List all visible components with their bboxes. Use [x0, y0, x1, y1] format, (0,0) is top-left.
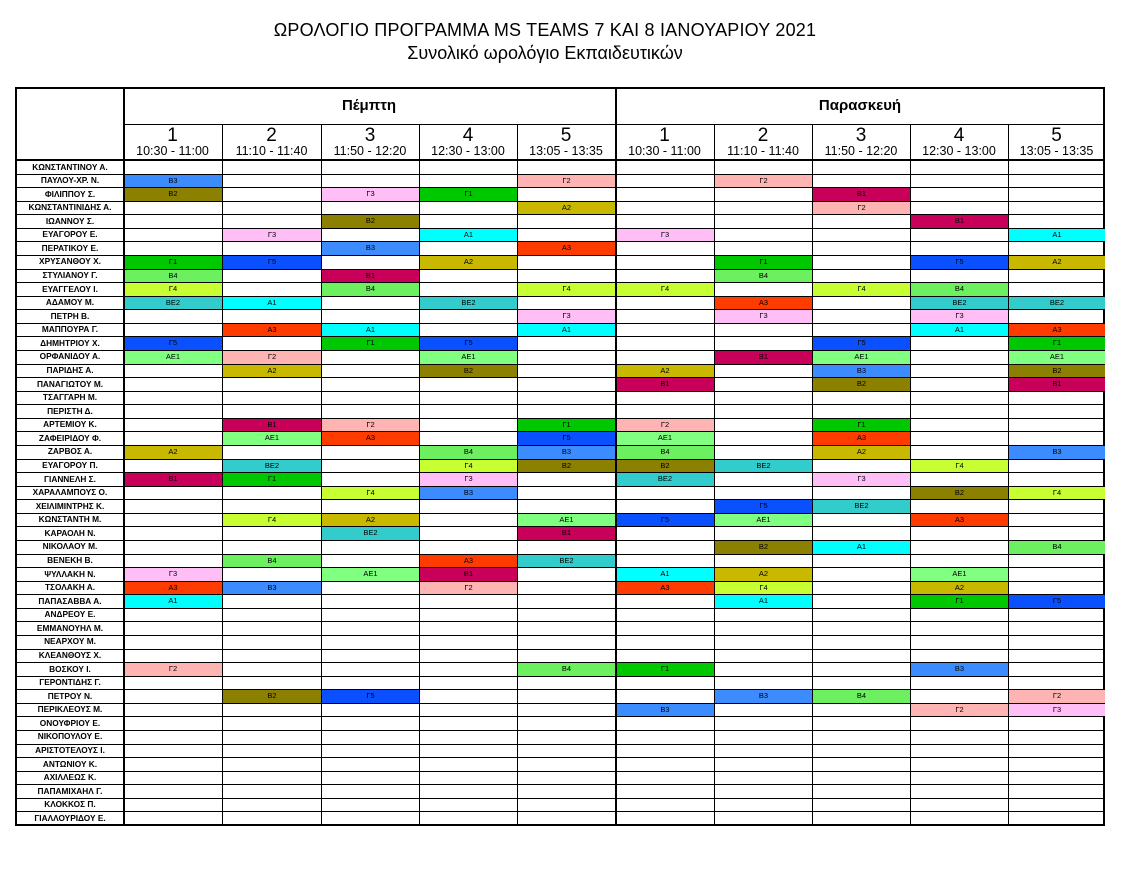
teacher-name: ΟΡΦΑΝΙΔΟΥ Α.	[39, 351, 101, 362]
grid-line	[15, 567, 1105, 568]
teacher-name: ΒΕΝΕΚΗ Β.	[47, 555, 93, 566]
class-cell: Β1	[616, 378, 714, 391]
class-cell: Γ4	[715, 582, 812, 595]
class-cell: Γ4	[813, 283, 910, 296]
class-cell: Α3	[518, 242, 615, 255]
class-cell: Α2	[518, 202, 615, 215]
class-cell: ΒΕ2	[420, 297, 517, 310]
class-cell: Γ1	[1009, 337, 1105, 350]
class-cell: Β2	[715, 541, 812, 554]
day-header: Παρασκευή	[818, 97, 902, 114]
class-cell: Α1	[420, 229, 517, 242]
teacher-name: ΑΡΙΣΤΟΤΕΛΟΥΣ Ι.	[35, 745, 105, 755]
class-cell: Γ3	[1009, 704, 1105, 717]
class-cell: Γ2	[616, 419, 714, 432]
class-cell: ΑΕ1	[420, 351, 517, 364]
teacher-name: ΚΩΝΣΤΑΝΤΙΝΟΥ Α.	[32, 161, 108, 172]
teacher-name: ΦΙΛΙΠΠΟΥ Σ.	[44, 188, 96, 199]
class-cell: Γ3	[518, 310, 615, 323]
period-number: 1	[659, 125, 670, 146]
teacher-name: ΕΥΑΓΓΕΛΟΥ Ι.	[42, 283, 98, 294]
class-cell: Γ5	[616, 514, 714, 527]
class-cell: Α2	[124, 446, 222, 459]
grid-line	[517, 124, 518, 826]
class-cell: Α1	[518, 324, 615, 337]
class-cell: Α2	[420, 256, 517, 269]
class-cell: Γ5	[420, 337, 517, 350]
class-cell: Α2	[911, 582, 1008, 595]
period-number: 4	[462, 125, 474, 146]
class-cell: Α2	[223, 365, 321, 378]
class-cell: Β2	[322, 215, 419, 228]
period-header	[517, 124, 615, 160]
class-cell: Α3	[813, 432, 910, 445]
class-cell: ΒΕ2	[813, 500, 910, 513]
teacher-name: ΟΝΟΥΦΡΙΟΥ Ε.	[39, 717, 101, 728]
class-cell: Α1	[715, 595, 812, 608]
grid-line	[15, 404, 1105, 405]
grid-line	[123, 87, 125, 826]
teacher-name: ΚΩΝΣΤΑΝΤΙΝΙΔΗΣ Α.	[28, 202, 112, 213]
class-cell: Γ2	[715, 175, 812, 188]
class-cell: ΑΕ1	[616, 432, 714, 445]
period-time: 13:05 - 13:35	[529, 144, 603, 158]
period-number: 2	[266, 125, 277, 146]
class-cell: Γ3	[124, 568, 222, 581]
class-cell: Β2	[911, 487, 1008, 500]
class-cell: ΒΕ2	[322, 527, 419, 540]
class-cell: Γ2	[322, 419, 419, 432]
class-cell: Γ4	[616, 283, 714, 296]
teacher-name: ΚΩΝΣΤΑΝΤΗ Μ.	[38, 514, 102, 525]
class-cell: Α3	[223, 324, 321, 337]
class-cell: Γ5	[813, 337, 910, 350]
class-cell: Β3	[616, 704, 714, 717]
teacher-name: ΠΑΠΑΣΑΒΒΑ Α.	[38, 595, 102, 606]
grid-line	[15, 296, 1105, 297]
teacher-name: ΑΝΔΡΕΟΥ Ε.	[44, 609, 96, 620]
class-cell: Α2	[616, 365, 714, 378]
class-cell: ΑΕ1	[911, 568, 1008, 581]
grid-line	[910, 124, 911, 826]
class-cell: Β1	[911, 215, 1008, 228]
grid-line	[15, 431, 1105, 432]
grid-line	[15, 499, 1105, 500]
teacher-name: ΣΤΥΛΙΑΝΟΥ Γ.	[42, 270, 98, 281]
class-cell: Γ1	[223, 473, 321, 486]
class-cell: ΑΕ1	[223, 432, 321, 445]
teacher-name: ΨΥΛΛΑΚΗ Ν.	[44, 568, 96, 579]
teacher-name: ΤΣΑΓΓΑΡΗ Μ.	[42, 392, 98, 403]
grid-line	[15, 472, 1105, 473]
period-time: 12:30 - 13:00	[922, 144, 996, 158]
class-cell: Β1	[1009, 378, 1105, 391]
grid-line	[15, 418, 1105, 419]
teacher-name: ΚΛΕΑΝΘΟΥΣ Χ.	[38, 650, 102, 661]
period-time: 11:50 - 12:20	[824, 144, 898, 158]
grid-line	[15, 282, 1105, 283]
class-cell: ΒΕ2	[223, 460, 321, 473]
grid-line	[15, 662, 1105, 663]
class-cell: Α1	[911, 324, 1008, 337]
class-cell: Β2	[518, 460, 615, 473]
class-cell: Γ5	[518, 432, 615, 445]
grid-line	[15, 554, 1105, 555]
grid-line	[15, 241, 1105, 242]
class-cell: Γ5	[911, 256, 1008, 269]
grid-line	[15, 201, 1105, 202]
teacher-name: ΝΙΚΟΠΟΥΛΟΥ Ε.	[37, 731, 103, 742]
grid-line	[15, 513, 1105, 514]
grid-line	[15, 377, 1105, 378]
class-cell: ΑΕ1	[518, 514, 615, 527]
class-cell: Β4	[518, 663, 615, 676]
class-cell: Β3	[223, 582, 321, 595]
teacher-name: ΠΕΤΡΗ Β.	[50, 310, 90, 321]
class-cell: Β3	[715, 690, 812, 703]
class-cell: Γ5	[223, 256, 321, 269]
period-number: 3	[855, 125, 867, 146]
class-cell: Γ1	[911, 595, 1008, 608]
class-cell: Β1	[420, 568, 517, 581]
teacher-name: ΕΜΜΑΝΟΥΗΛ Μ.	[36, 622, 104, 633]
class-cell: Β3	[322, 242, 419, 255]
class-cell: Β2	[223, 690, 321, 703]
class-cell: Α2	[813, 446, 910, 459]
grid-line	[15, 540, 1105, 541]
class-cell: Β1	[223, 419, 321, 432]
class-cell: Α3	[1009, 324, 1105, 337]
class-cell: Γ5	[124, 337, 222, 350]
grid-line	[15, 703, 1105, 704]
grid-line	[15, 350, 1105, 351]
class-cell: Β4	[1009, 541, 1105, 554]
period-header	[615, 124, 714, 160]
class-cell: Α1	[124, 595, 222, 608]
grid-line	[15, 757, 1105, 758]
class-cell: Γ1	[813, 419, 910, 432]
grid-line	[15, 309, 1105, 310]
page-subtitle: Συνολικό ωρολόγιο Εκπαιδευτικών	[407, 43, 683, 63]
grid-line	[15, 798, 1105, 799]
class-cell: ΑΕ1	[1009, 351, 1105, 364]
class-cell: Α3	[322, 432, 419, 445]
teacher-name: ΓΙΑΝΝΕΛΗ Σ.	[44, 473, 96, 484]
class-cell: Α1	[322, 324, 419, 337]
grid-line	[15, 228, 1105, 229]
grid-line	[15, 526, 1105, 527]
period-number: 4	[953, 125, 965, 146]
teacher-name: ΕΥΑΓΟΡΟΥ Ε.	[42, 229, 98, 240]
grid-line	[15, 608, 1105, 609]
class-cell: ΒΕ2	[518, 555, 615, 568]
period-header	[714, 124, 812, 160]
class-cell: Β2	[1009, 365, 1105, 378]
class-cell: Γ3	[715, 310, 812, 323]
teacher-name: ΧΡΥΣΑΝΘΟΥ Χ.	[39, 256, 101, 267]
class-cell: ΒΕ2	[1009, 297, 1105, 310]
period-number: 5	[1051, 125, 1062, 146]
period-number: 3	[364, 125, 376, 146]
teacher-name: ΧΑΡΑΛΑΜΠΟΥΣ Ο.	[32, 487, 108, 498]
class-cell: Β4	[911, 283, 1008, 296]
class-cell: Β1	[322, 270, 419, 283]
grid-line	[15, 214, 1105, 215]
class-cell: Β3	[420, 487, 517, 500]
teacher-name: ΒΟΣΚΟΥ Ι.	[49, 663, 91, 674]
class-cell: Γ2	[518, 175, 615, 188]
class-cell: Γ4	[518, 283, 615, 296]
class-cell: ΑΕ1	[124, 351, 222, 364]
teacher-name: ΠΑΥΛΟΥ-ΧΡ. Ν.	[40, 175, 100, 186]
period-time: 10:30 - 11:00	[628, 144, 701, 158]
class-cell: Β1	[813, 188, 910, 201]
grid-line	[714, 124, 715, 826]
grid-line	[15, 594, 1105, 595]
teacher-name: ΖΑΦΕΙΡΙΔΟΥ Φ.	[38, 432, 102, 443]
class-cell: Β3	[1009, 446, 1105, 459]
class-cell: ΑΕ1	[813, 351, 910, 364]
period-number: 2	[757, 125, 769, 146]
page-title: ΩΡΟΛΟΓΙΟ ΠΡΟΓΡΑΜΜΑ MS TEAMS 7 ΚΑΙ 8 ΙΑΝΟΥΑΡΙΟΥ 2021	[273, 20, 817, 40]
class-cell: Γ4	[223, 514, 321, 527]
grid-line	[15, 621, 1105, 622]
teacher-name: ΠΕΡΑΤΙΚΟΥ Ε.	[41, 242, 99, 253]
teacher-name: ΚΛΟΚΚΟΣ Π.	[44, 799, 96, 810]
class-cell: Γ1	[616, 663, 714, 676]
class-cell: Β1	[124, 473, 222, 486]
grid-line	[15, 730, 1105, 731]
teacher-name: ΠΑΡΙΔΗΣ Α.	[46, 365, 94, 376]
teacher-name: ΑΝΤΩΝΙΟΥ Κ.	[42, 758, 98, 769]
class-cell: Β2	[813, 378, 910, 391]
class-cell: Β3	[813, 365, 910, 378]
grid-line	[15, 784, 1105, 785]
class-cell: Β3	[518, 446, 615, 459]
class-cell: Β3	[124, 175, 222, 188]
teacher-name: ΠΑΝΑΓΙΩΤΟΥ Μ.	[36, 378, 104, 389]
grid-line	[15, 445, 1105, 446]
grid-line	[419, 124, 420, 826]
grid-line	[15, 649, 1105, 650]
period-time: 12:30 - 13:00	[431, 144, 505, 158]
class-cell: Α3	[420, 555, 517, 568]
grid-line	[15, 581, 1105, 582]
period-header	[321, 124, 419, 160]
teacher-name: ΜΑΠΠΟΥΡΑ Γ.	[41, 324, 99, 335]
teacher-name: ΓΕΡΟΝΤΙΔΗΣ Γ.	[39, 677, 101, 688]
class-cell: Β4	[616, 446, 714, 459]
class-cell: Γ2	[124, 663, 222, 676]
class-cell: Γ1	[518, 419, 615, 432]
class-cell: Β2	[420, 365, 517, 378]
grid-line	[15, 323, 1105, 324]
class-cell: ΒΕ2	[911, 297, 1008, 310]
class-cell: Β3	[911, 663, 1008, 676]
teacher-name: ΠΕΡΙΚΛΕΟΥΣ Μ.	[37, 704, 103, 715]
class-cell: Γ3	[616, 229, 714, 242]
grid-line	[615, 87, 617, 826]
teacher-name: ΚΑΡΑΟΛΗ Ν.	[44, 527, 96, 538]
class-cell: Β4	[124, 270, 222, 283]
grid-line	[222, 124, 223, 826]
teacher-name: ΑΧΙΛΛΕΩΣ Κ.	[43, 772, 97, 783]
grid-line	[15, 635, 1105, 636]
class-cell: Γ2	[223, 351, 321, 364]
period-time: 11:50 - 12:20	[333, 144, 407, 158]
period-time: 10:30 - 11:00	[136, 144, 209, 158]
class-cell: Γ3	[223, 229, 321, 242]
class-cell: Γ4	[322, 487, 419, 500]
period-header	[419, 124, 517, 160]
class-cell: Β4	[420, 446, 517, 459]
class-cell: Γ2	[813, 202, 910, 215]
class-cell: Α1	[1009, 229, 1105, 242]
grid-line	[321, 124, 322, 826]
period-number: 5	[560, 125, 572, 146]
grid-line	[1008, 124, 1009, 826]
class-cell: Γ2	[1009, 690, 1105, 703]
teacher-name: ΖΑΡΒΟΣ Α.	[47, 446, 93, 457]
grid-line	[15, 689, 1105, 690]
class-cell: Β2	[124, 188, 222, 201]
class-cell: Β2	[616, 460, 714, 473]
period-number: 1	[167, 125, 178, 146]
teacher-name: ΕΥΑΓΟΡΟΥ Π.	[42, 460, 98, 471]
period-header	[123, 124, 222, 160]
class-cell: Γ2	[420, 582, 517, 595]
teacher-name: ΧΕΙΛΙΜΙΝΤΡΗΣ Κ.	[35, 500, 105, 511]
grid-line	[123, 124, 1105, 125]
grid-line	[15, 364, 1105, 365]
grid-line	[15, 187, 1105, 188]
class-cell: ΑΕ1	[322, 568, 419, 581]
grid-line	[15, 811, 1105, 812]
grid-line	[15, 391, 1105, 392]
class-cell: Γ1	[322, 337, 419, 350]
class-cell: Β1	[518, 527, 615, 540]
grid-line	[15, 336, 1105, 337]
grid-line	[15, 159, 1105, 161]
teacher-name: ΑΔΑΜΟΥ Μ.	[45, 297, 95, 308]
class-cell: ΑΕ1	[715, 514, 812, 527]
grid-line	[15, 744, 1105, 745]
class-cell: ΒΕ2	[124, 297, 222, 310]
class-cell: Α1	[223, 297, 321, 310]
class-cell: Γ1	[124, 256, 222, 269]
period-header	[1008, 124, 1105, 160]
teacher-name: ΠΕΤΡΟΥ Ν.	[47, 690, 93, 701]
teacher-name: ΝΙΚΟΛΑΟΥ Μ.	[42, 541, 98, 552]
day-header: Πέμπτη	[341, 97, 397, 114]
class-cell: Β4	[813, 690, 910, 703]
grid-line	[812, 124, 813, 826]
period-time: 11:10 - 11:40	[727, 144, 799, 158]
class-cell: Γ3	[322, 188, 419, 201]
teacher-name: ΙΩΑΝΝΟΥ Σ.	[45, 215, 95, 226]
class-cell: Α3	[124, 582, 222, 595]
class-cell: Γ3	[911, 310, 1008, 323]
class-cell: Γ5	[715, 500, 812, 513]
class-cell: Γ4	[911, 460, 1008, 473]
class-cell: Β4	[223, 555, 321, 568]
period-header	[812, 124, 910, 160]
class-cell: Β4	[715, 270, 812, 283]
grid-line	[15, 269, 1105, 270]
class-cell: Γ5	[322, 690, 419, 703]
teacher-name: ΤΣΟΛΑΚΗ Α.	[44, 582, 96, 593]
grid-line	[15, 255, 1105, 256]
class-cell: Γ2	[911, 704, 1008, 717]
grid-line	[15, 174, 1105, 175]
period-time: 11:10 - 11:40	[235, 144, 308, 158]
class-cell: Α2	[715, 568, 812, 581]
grid-line	[15, 459, 1105, 460]
class-cell: Γ4	[1009, 487, 1105, 500]
class-cell: Γ3	[813, 473, 910, 486]
class-cell: Α3	[911, 514, 1008, 527]
class-cell: Γ1	[420, 188, 517, 201]
teacher-name: ΠΕΡΙΣΤΗ Δ.	[47, 405, 93, 416]
class-cell: Γ3	[420, 473, 517, 486]
teacher-name: ΓΙΑΛΛΟΥΡΙΔΟΥ Ε.	[34, 812, 106, 823]
class-cell: Α3	[715, 297, 812, 310]
teacher-name: ΝΕΑΡΧΟΥ Μ.	[44, 636, 96, 647]
class-cell: Α1	[616, 568, 714, 581]
period-time: 13:05 - 13:35	[1019, 144, 1094, 158]
class-cell: Α1	[813, 541, 910, 554]
class-cell: Γ5	[1009, 595, 1105, 608]
class-cell: Α3	[616, 582, 714, 595]
grid-line	[15, 676, 1105, 677]
class-cell: Γ1	[715, 256, 812, 269]
class-cell: Β1	[715, 351, 812, 364]
class-cell: Γ4	[420, 460, 517, 473]
grid-line	[15, 486, 1105, 487]
class-cell: ΒΕ2	[616, 473, 714, 486]
class-cell: Γ4	[124, 283, 222, 296]
grid-line	[15, 771, 1105, 772]
class-cell: ΒΕ2	[715, 460, 812, 473]
class-cell: Α2	[1009, 256, 1105, 269]
period-header	[222, 124, 321, 160]
teacher-name: ΑΡΤΕΜΙΟΥ Κ.	[43, 419, 97, 430]
class-cell: Β4	[322, 283, 419, 296]
grid-line	[15, 716, 1105, 717]
class-cell: Α2	[322, 514, 419, 527]
teacher-name: ΔΗΜΗΤΡΙΟΥ Χ.	[40, 337, 100, 348]
period-header	[910, 124, 1008, 160]
teacher-name: ΠΑΠΑΜΙΧΑΗΛ Γ.	[37, 785, 103, 796]
